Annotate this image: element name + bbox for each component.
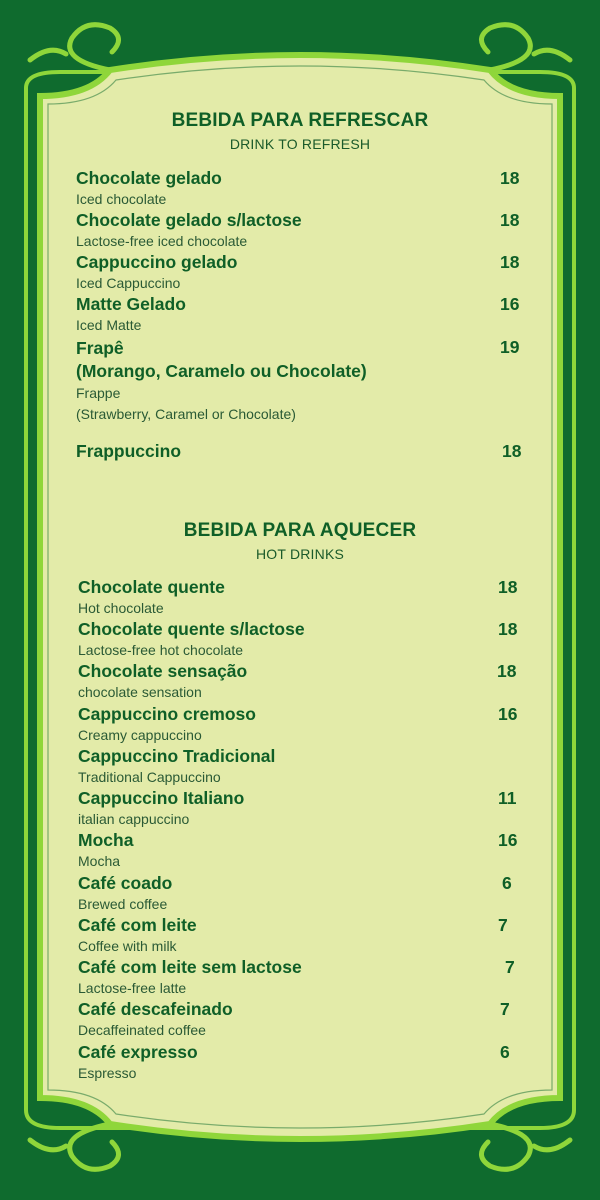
hot-section-subtitle: HOT DRINKS xyxy=(255,546,345,562)
item-desc: Decaffeinated coffee xyxy=(78,1022,206,1038)
item-desc: italian cappuccino xyxy=(78,811,190,827)
item-price: 18 xyxy=(498,619,518,639)
item-desc: Lactose-free latte xyxy=(78,980,187,996)
item-name-line2: (Morango, Caramelo ou Chocolate) xyxy=(76,361,367,381)
item-name: Café expresso xyxy=(78,1042,198,1062)
menu-item xyxy=(76,441,536,462)
item-name: Frapê xyxy=(76,338,124,358)
item-name: Frappuccino xyxy=(76,441,182,461)
menu-item xyxy=(78,873,538,915)
item-price: 18 xyxy=(500,210,520,230)
item-name: Café descafeinado xyxy=(78,999,233,1019)
item-price: 19 xyxy=(500,337,520,357)
item-desc: Creamy cappuccino xyxy=(78,727,202,743)
menu-item xyxy=(78,577,538,619)
item-desc: Iced chocolate xyxy=(76,191,167,207)
menu-item xyxy=(76,294,536,336)
item-name: Chocolate quente s/lactose xyxy=(78,619,305,639)
item-desc: Espresso xyxy=(78,1065,137,1081)
menu-item xyxy=(78,1042,538,1084)
menu-item xyxy=(78,788,538,830)
menu-item xyxy=(78,619,538,661)
menu-item xyxy=(78,661,538,703)
cold-section-subtitle: DRINK TO REFRESH xyxy=(229,136,371,152)
item-name: Chocolate quente xyxy=(78,577,225,597)
item-price: 18 xyxy=(502,441,522,461)
item-name: Chocolate gelado s/lactose xyxy=(76,210,302,230)
menu-item xyxy=(76,337,536,425)
menu-item xyxy=(78,999,538,1041)
menu-item xyxy=(78,830,538,872)
item-desc: Brewed coffee xyxy=(78,896,168,912)
item-name: Café com leite xyxy=(78,915,197,935)
item-desc: Lactose-free iced chocolate xyxy=(76,233,248,249)
menu-item xyxy=(78,957,538,999)
item-desc: Traditional Cappuccino xyxy=(78,769,221,785)
hot-section-title: BEBIDA PARA AQUECER xyxy=(183,520,417,541)
item-name: Café com leite sem lactose xyxy=(78,957,302,977)
item-price: 16 xyxy=(500,294,520,314)
item-name: Matte Gelado xyxy=(76,294,186,314)
item-name: Cappuccino Tradicional xyxy=(78,746,276,766)
item-name: Mocha xyxy=(78,830,134,850)
item-name: Cappuccino Italiano xyxy=(78,788,245,808)
item-name: Cappuccino gelado xyxy=(76,252,238,272)
item-desc: Lactose-free hot chocolate xyxy=(78,642,243,658)
item-name: Chocolate gelado xyxy=(76,168,222,188)
menu-item xyxy=(76,168,536,210)
item-price: 16 xyxy=(498,830,518,850)
item-desc: Iced Cappuccino xyxy=(76,275,181,291)
item-price: 7 xyxy=(498,915,508,935)
item-price: 6 xyxy=(500,1042,510,1062)
item-desc: Coffee with milk xyxy=(78,938,177,954)
item-price: 7 xyxy=(505,957,515,977)
item-name: Café coado xyxy=(78,873,173,893)
item-desc: Mocha xyxy=(78,853,121,869)
item-desc: Iced Matte xyxy=(76,317,142,333)
menu-item xyxy=(76,252,536,294)
cold-section-title: BEBIDA PARA REFRESCAR xyxy=(171,110,429,131)
item-price: 7 xyxy=(500,999,510,1019)
item-desc: Frappe xyxy=(76,385,121,401)
item-price: 18 xyxy=(500,168,520,188)
item-price: 11 xyxy=(498,788,517,808)
item-price: 6 xyxy=(502,873,512,893)
menu-item xyxy=(78,746,538,788)
item-desc: Hot chocolate xyxy=(78,600,164,616)
menu-item xyxy=(76,210,536,252)
item-price: 18 xyxy=(498,577,518,597)
menu-item xyxy=(78,915,538,957)
item-price: 16 xyxy=(498,704,518,724)
item-desc-line2: (Strawberry, Caramel or Chocolate) xyxy=(76,406,296,422)
item-name: Chocolate sensação xyxy=(78,661,248,681)
item-price: 18 xyxy=(500,252,520,272)
item-name: Cappuccino cremoso xyxy=(78,704,256,724)
item-desc: chocolate sensation xyxy=(78,684,202,700)
menu-item xyxy=(78,704,538,746)
item-price: 18 xyxy=(497,661,517,681)
